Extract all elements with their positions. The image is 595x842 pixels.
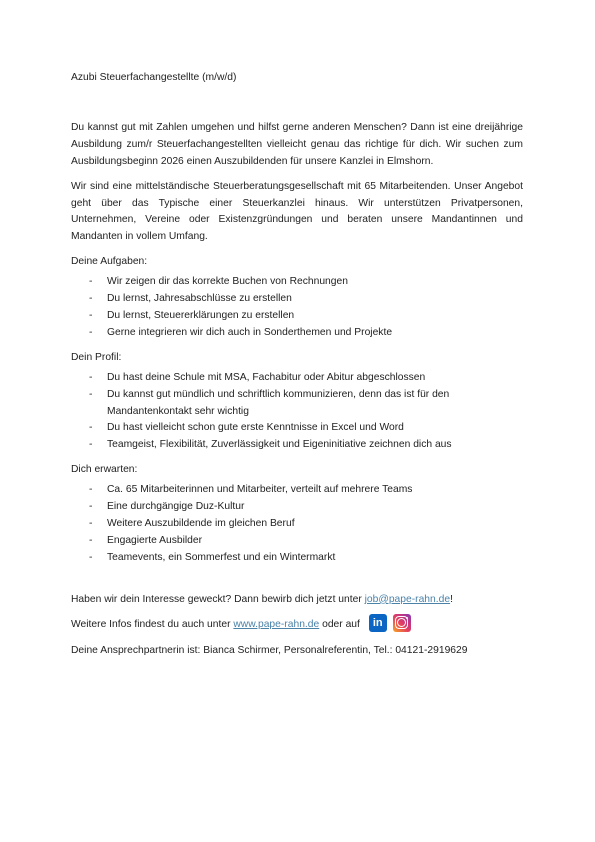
bullet-dash: -: [89, 371, 93, 383]
instagram-lens: [397, 618, 406, 627]
list-item: [71, 370, 523, 387]
instagram-dot: [406, 617, 408, 619]
bullet-dash: -: [89, 501, 93, 513]
apply-suffix: !: [450, 593, 453, 605]
list-item-text: Du kannst gut mündlich und schriftlich kommunizieren, denn das ist für den Mandantenkontakt sehr wichtig: [107, 388, 450, 417]
intro-paragraph-2: Wir sind eine mittelständische Steuerberatungsgesellschaft mit 65 Mitarbeitenden. Unser Angebot geht über das Typische einer Steuerkanzlei hinaus. Wir unterstützen Privatpersonen, Unternehmen, Vereine oder Existenzgründungen und beraten unsere Mandantinnen und Mandanten in vollem Umfang.: [71, 180, 523, 243]
bullet-dash: -: [89, 517, 93, 529]
section-heading-profil: Dein Profil:: [71, 351, 122, 363]
job-posting: [71, 70, 523, 659]
list-item: [71, 550, 523, 567]
list-item-text: Teamgeist, Flexibilität, Zuverlässigkeit und Eigeninitiative zeichnen dich aus: [107, 439, 452, 451]
list-item-text: Teamevents, ein Sommerfest und ein Wintermarkt: [107, 551, 336, 563]
section-heading-aufgaben: Deine Aufgaben:: [71, 256, 148, 268]
list-item: [71, 420, 523, 437]
list-item: [71, 516, 523, 533]
bullet-dash: -: [89, 439, 93, 451]
list-item-text: Eine durchgängige Duz-Kultur: [107, 501, 245, 513]
list-item-text: Gerne integrieren wir dich auch in Sonderthemen und Projekte: [107, 326, 393, 338]
apply-line: [71, 592, 523, 609]
list-item-text: Weitere Auszubildende im gleichen Beruf: [107, 517, 295, 529]
list-item: [71, 387, 523, 421]
list-item: [71, 308, 523, 325]
apply-text: Haben wir dein Interesse geweckt? Dann bewirb dich jetzt unter: [71, 593, 365, 605]
intro-paragraph-1: Du kannst gut mit Zahlen umgehen und hilfst gerne anderen Menschen? Dann ist eine dreijährige Ausbildung zum/r Steuerfachangestellten vielleicht genau das richtige für dich. Wir suchen zum Ausbildungsbeginn 2026 einen Auszubildenden für unsere Kanzlei in Elmshorn.: [71, 121, 523, 167]
info-line: [71, 617, 523, 635]
info-suffix: oder auf: [319, 619, 363, 631]
list-item-text: Du lernst, Steuererklärungen zu erstellen: [107, 309, 295, 321]
bullet-dash: -: [89, 534, 93, 546]
linkedin-icon[interactable]: in: [369, 614, 387, 632]
list-item-text: Engagierte Ausbilder: [107, 534, 203, 546]
info-text: Weitere Infos findest du auch unter: [71, 619, 234, 631]
bullet-dash: -: [89, 388, 93, 400]
bullet-dash: -: [89, 484, 93, 496]
list-item-text: Ca. 65 Mitarbeiterinnen und Mitarbeiter, verteilt auf mehrere Teams: [107, 484, 413, 496]
list-item-text: Wir zeigen dir das korrekte Buchen von Rechnungen: [107, 276, 348, 288]
erwarten-list: [71, 482, 523, 567]
aufgaben-list: [71, 274, 523, 342]
list-item: [71, 499, 523, 516]
bullet-dash: -: [89, 293, 93, 305]
list-item: [71, 533, 523, 550]
instagram-icon[interactable]: [393, 614, 411, 632]
section-heading-erwarten: Dich erwarten:: [71, 464, 138, 476]
list-item: [71, 291, 523, 308]
list-item: [71, 482, 523, 499]
list-item: [71, 325, 523, 342]
bullet-dash: -: [89, 422, 93, 434]
bullet-dash: -: [89, 326, 93, 338]
email-link[interactable]: job@pape-rahn.de: [364, 593, 451, 605]
list-item: [71, 437, 523, 454]
website-link[interactable]: www.pape-rahn.de: [233, 619, 320, 631]
list-item-text: Du hast deine Schule mit MSA, Fachabitur oder Abitur abgeschlossen: [107, 371, 426, 383]
list-item-text: Du lernst, Jahresabschlüsse zu erstellen: [107, 293, 292, 305]
list-item: [71, 274, 523, 291]
job-title: Azubi Steuerfachangestellte (m/w/d): [71, 72, 237, 83]
profil-list: [71, 370, 523, 455]
bullet-dash: -: [89, 276, 93, 288]
bullet-dash: -: [89, 309, 93, 321]
bullet-dash: -: [89, 551, 93, 563]
list-item-text: Du hast vielleicht schon gute erste Kenntnisse in Excel und Word: [107, 422, 404, 434]
contact-person-line: Deine Ansprechpartnerin ist: Bianca Schirmer, Personalreferentin, Tel.: 04121-2919629: [71, 644, 468, 656]
